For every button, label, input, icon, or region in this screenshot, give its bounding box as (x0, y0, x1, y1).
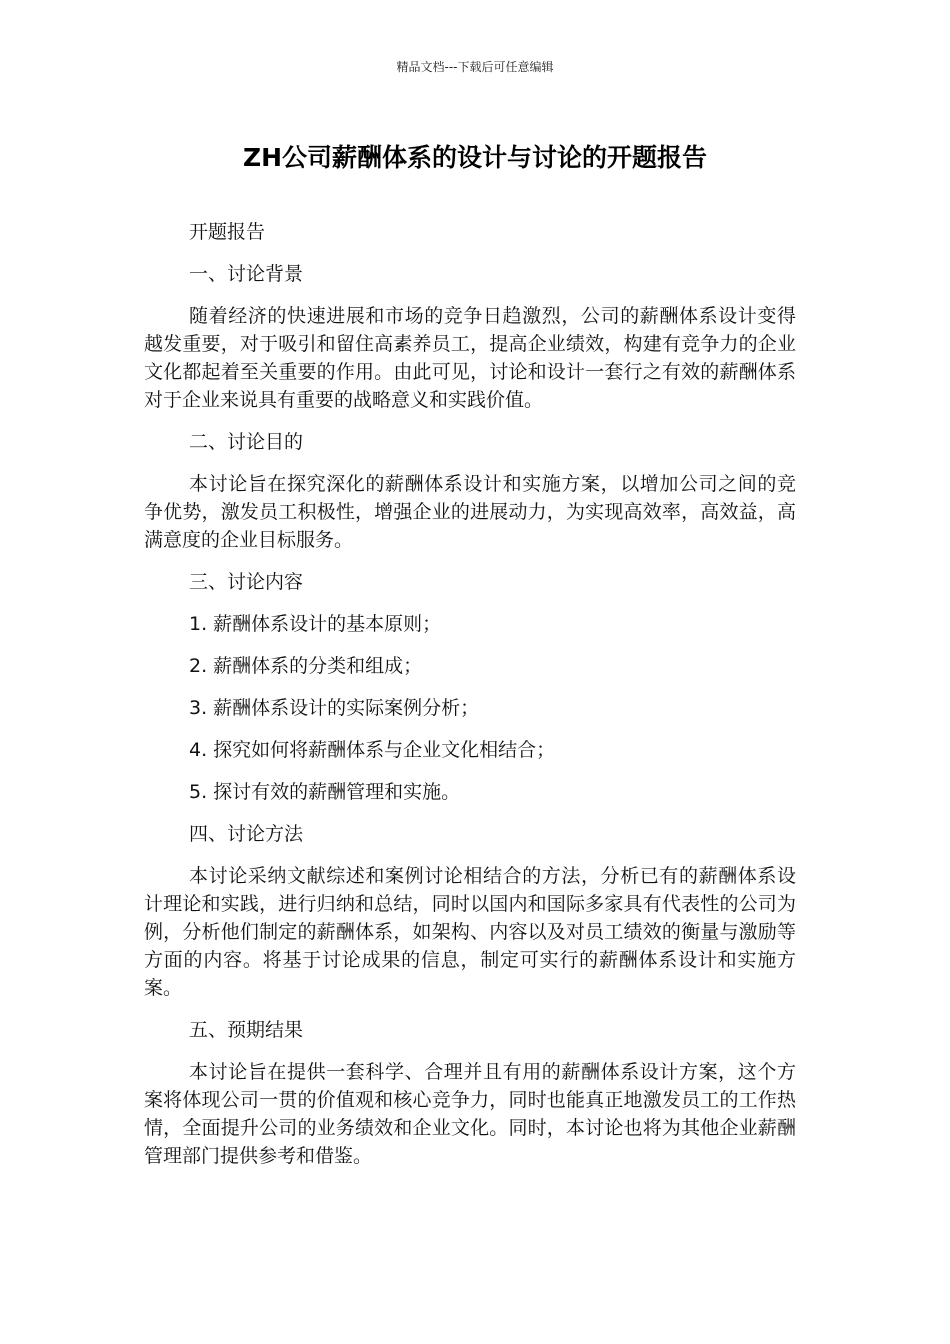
document-title: ZH公司薪酬体系的设计与讨论的开题报告 (242, 143, 708, 172)
section-paragraph-expected-results: 本讨论旨在提供一套科学、合理并且有用的薪酬体系设计方案，这个方案将体现公司一贯的价值观和核心竞争力，同时也能真正地激发员工的工作热情，全面提升公司的业务绩效和企业文化。同时，本讨论也将为其他企业薪酬管理部门提供参考和借鉴。 (144, 1061, 796, 1167)
list-item: 4. 探究如何将薪酬体系与企业文化相结合； (189, 739, 556, 761)
section-paragraph-purpose: 本讨论旨在探究深化的薪酬体系设计和实施方案，以增加公司之间的竞争优势，激发员工积极性，增强企业的进展动力，为实现高效率，高效益，高满意度的企业目标服务。 (144, 473, 796, 551)
section-heading-method: 四、讨论方法 (189, 823, 304, 845)
list-item: 3. 薪酬体系设计的实际案例分析； (189, 697, 480, 719)
section-heading-purpose: 二、讨论目的 (189, 431, 304, 453)
section-heading-content: 三、讨论内容 (189, 571, 304, 593)
list-item: 1. 薪酬体系设计的基本原则； (189, 613, 442, 635)
page-header-watermark: 精品文档---下载后可任意编辑 (396, 60, 554, 74)
list-item: 5. 探讨有效的薪酬管理和实施。 (189, 781, 461, 803)
intro-label: 开题报告 (189, 221, 266, 243)
section-paragraph-background: 随着经济的快速进展和市场的竞争日趋激烈，公司的薪酬体系设计变得越发重要，对于吸引和留住高素养员工，提高企业绩效，构建有竞争力的企业文化都起着至关重要的作用。由此可见，讨论和设计一套行之有效的薪酬体系对于企业来说具有重要的战略意义和实践价值。 (144, 305, 796, 411)
document-body (144, 218, 796, 1184)
section-paragraph-method: 本讨论采纳文献综述和案例讨论相结合的方法，分析已有的薪酬体系设计理论和实践，进行归纳和总结，同时以国内和国际多家具有代表性的公司为例，分析他们制定的薪酬体系，如架构、内容以及对员工绩效的衡量与激励等方面的内容。将基于讨论成果的信息，制定可实行的薪酬体系设计和实施方案。 (144, 865, 796, 999)
section-heading-background: 一、讨论背景 (189, 263, 304, 285)
section-heading-expected-results: 五、预期结果 (189, 1019, 304, 1041)
list-item: 2. 薪酬体系的分类和组成； (189, 655, 423, 677)
